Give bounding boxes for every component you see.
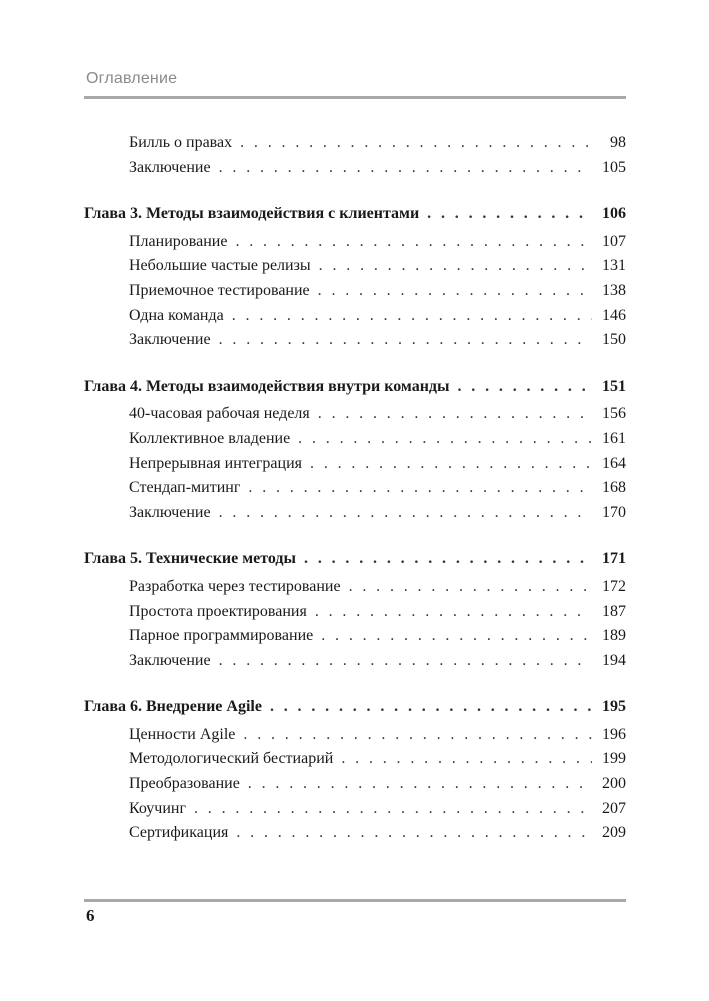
toc-entry-title: Непрерывная интеграция	[129, 454, 303, 472]
dot-leader	[236, 821, 592, 846]
toc-chapter-entry	[84, 695, 626, 720]
toc-section-entry	[84, 501, 626, 526]
dot-leader	[248, 772, 592, 797]
toc-section-entry	[84, 131, 626, 156]
toc-entry-page-number: 207	[602, 799, 626, 817]
toc-entry-title: Разработка через тестирование	[129, 577, 341, 595]
toc-entry-title: Глава 5. Технические методы	[84, 550, 297, 568]
toc-entry-title: Заключение	[129, 158, 211, 176]
toc-entry-page-number: 199	[602, 750, 626, 768]
toc-entry-page-number: 138	[602, 281, 626, 299]
toc-entry-page-number: 150	[602, 331, 626, 349]
toc-section-entry	[84, 821, 626, 846]
toc-entry-title: Глава 6. Внедрение Agile	[84, 698, 262, 716]
toc-entry-title: Методологический бестиарий	[129, 750, 334, 768]
folio-page-number: 6	[86, 906, 95, 925]
toc-chapter-entry	[84, 547, 626, 572]
toc-entry-title: Приемочное тестирование	[129, 281, 310, 299]
dot-leader	[427, 202, 592, 227]
toc-entry-title: Коллективное владение	[129, 429, 291, 447]
toc-entry-title: 40-часовая рабочая неделя	[129, 405, 310, 423]
dot-leader	[219, 328, 592, 353]
dot-leader	[318, 279, 592, 304]
dot-leader	[458, 375, 593, 400]
dot-leader	[298, 427, 592, 452]
toc-entry-title: Стендап-митинг	[129, 479, 241, 497]
toc-section-entry	[84, 279, 626, 304]
toc-section-entry	[84, 772, 626, 797]
toc-entry-page-number: 107	[602, 232, 626, 250]
toc-chapter-entry	[84, 202, 626, 227]
toc-entry-title: Небольшие частые релизы	[129, 257, 311, 275]
dot-leader	[349, 575, 592, 600]
toc-section-entry	[84, 156, 626, 181]
toc-entry-title: Планирование	[129, 232, 228, 250]
toc-entry-page-number: 196	[602, 725, 626, 743]
toc-entry-page-number: 171	[602, 550, 626, 568]
dot-leader	[304, 547, 592, 572]
toc-entry-page-number: 146	[602, 306, 626, 324]
toc-entry-page-number: 194	[602, 651, 626, 669]
toc-entry-page-number: 106	[602, 205, 626, 223]
toc-entry-page-number: 209	[602, 824, 626, 842]
toc-entry-page-number: 170	[602, 503, 626, 521]
toc-section-entry	[84, 304, 626, 329]
toc-entry-title: Глава 4. Методы взаимодействия внутри команды	[84, 377, 450, 395]
toc-section-entry	[84, 476, 626, 501]
toc-section-entry	[84, 575, 626, 600]
dot-leader	[219, 649, 592, 674]
dot-leader	[240, 131, 600, 156]
toc-section-entry	[84, 427, 626, 452]
toc-entry-title: Заключение	[129, 651, 211, 669]
toc-entry-page-number: 105	[602, 158, 626, 176]
toc-section-entry	[84, 600, 626, 625]
toc-entry-title: Простота проектирования	[129, 602, 307, 620]
dot-leader	[315, 600, 592, 625]
dot-leader	[318, 402, 592, 427]
toc-entry-title: Одна команда	[129, 306, 224, 324]
toc-entry-page-number: 98	[610, 134, 626, 151]
dot-leader	[248, 476, 592, 501]
toc-section-entry	[84, 230, 626, 255]
toc-entry-title: Преобразование	[129, 775, 240, 793]
toc-chapter-entry	[84, 375, 626, 400]
dot-leader	[310, 452, 592, 477]
toc-entry-page-number: 200	[602, 775, 626, 793]
dot-leader	[243, 723, 592, 748]
toc-section-entry	[84, 747, 626, 772]
dot-leader	[319, 254, 592, 279]
toc-entry-title: Ценности Agile	[129, 725, 236, 743]
toc-entry-page-number: 195	[602, 698, 626, 716]
dot-leader	[270, 695, 592, 720]
toc-entry-page-number: 187	[602, 602, 626, 620]
toc-section-entry	[84, 723, 626, 748]
toc-entry-page-number: 156	[602, 405, 626, 423]
dot-leader	[235, 230, 592, 255]
toc-section-entry	[84, 328, 626, 353]
toc-section-entry	[84, 402, 626, 427]
toc-entry-page-number: 151	[602, 377, 626, 395]
dot-leader	[219, 501, 592, 526]
toc-entry-title: Сертификация	[129, 824, 229, 842]
toc-entry-page-number: 131	[602, 257, 626, 275]
toc-section-entry	[84, 254, 626, 279]
toc-section-entry	[84, 797, 626, 822]
dot-leader	[232, 304, 592, 329]
toc-entry-page-number: 164	[602, 454, 626, 472]
toc-entry-page-number: 189	[602, 627, 626, 645]
toc-section-entry	[84, 624, 626, 649]
toc-entry-title: Парное программирование	[129, 627, 314, 645]
table-of-contents	[84, 131, 626, 846]
toc-section-entry	[84, 649, 626, 674]
toc-entry-title: Билль о правах	[129, 134, 233, 151]
toc-entry-title: Глава 3. Методы взаимодействия с клиентами	[84, 205, 420, 223]
dot-leader	[219, 156, 592, 181]
toc-entry-page-number: 161	[602, 429, 626, 447]
header-divider	[84, 96, 626, 99]
toc-entry-title: Заключение	[129, 331, 211, 349]
toc-entry-page-number: 172	[602, 577, 626, 595]
dot-leader	[341, 747, 592, 772]
toc-entry-title: Коучинг	[129, 799, 186, 817]
dot-leader	[321, 624, 592, 649]
footer-divider	[84, 899, 626, 902]
toc-section-entry	[84, 452, 626, 477]
running-header-title: Оглавление	[86, 70, 178, 87]
toc-entry-page-number: 168	[602, 479, 626, 497]
dot-leader	[194, 797, 592, 822]
toc-entry-title: Заключение	[129, 503, 211, 521]
